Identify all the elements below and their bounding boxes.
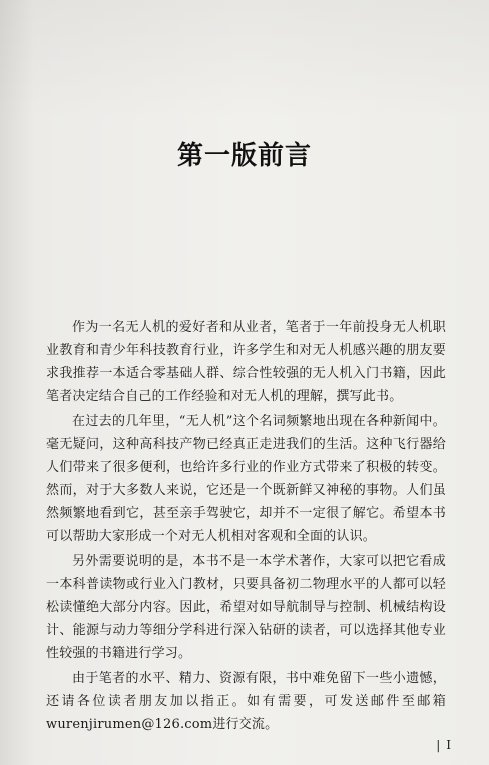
paragraph-4: 由于笔者的水平、精力、资源有限，书中难免留下一些小遗憾，还请各位读者朋友加以指正。如有需要，可发送邮件至邮箱wurenjirumen@126.com进行交流。 — [46, 671, 446, 732]
page-title: 第一版前言 — [176, 141, 312, 172]
page-number-value: I — [446, 738, 457, 752]
paragraph-3: 另外需要说明的是，本书不是一本学术著作，大家可以把它看成一本科普读物或行业入门教材，只要具备初二物理水平的人都可以轻松读懂绝大部分内容。因此，希望对如导航制导与控制、机械结构设计、能源与动力等细分学科进行深入钻研的读者，可以选择其他专业性较强的书籍进行学习。 — [46, 554, 446, 661]
paragraph-1: 作为一名无人机的爱好者和从业者，笔者于一年前投身无人机职业教育和青少年科技教育行业，许多学生和对无人机感兴趣的朋友要求我推荐一本适合零基础人群、综合性较强的无人机入门书籍，因此笔者决定结合自己的工作经验和对无人机的理解，撰写此书。 — [46, 320, 446, 404]
paragraph-2: 在过去的几年里，“无人机”这个名词频繁地出现在各种新闻中。毫无疑问，这种高科技产物已经真正走进我们的生活。这种飞行器给人们带来了很多便利，也给许多行业的作业方式带来了积极的转变。然而，对于大多数人来说，它还是一个既新鲜又神秘的事物。人们虽然频繁地看到它，甚至亲手驾驶它，却并不一定很了解它。希望本书可以帮助大家形成一个对无人机相对客观和全面的认识。 — [46, 414, 446, 544]
folio-bar-left: | — [436, 738, 447, 752]
bleed-through-shadow — [0, 0, 489, 120]
preface-body — [46, 316, 446, 736]
page-number — [436, 738, 457, 752]
